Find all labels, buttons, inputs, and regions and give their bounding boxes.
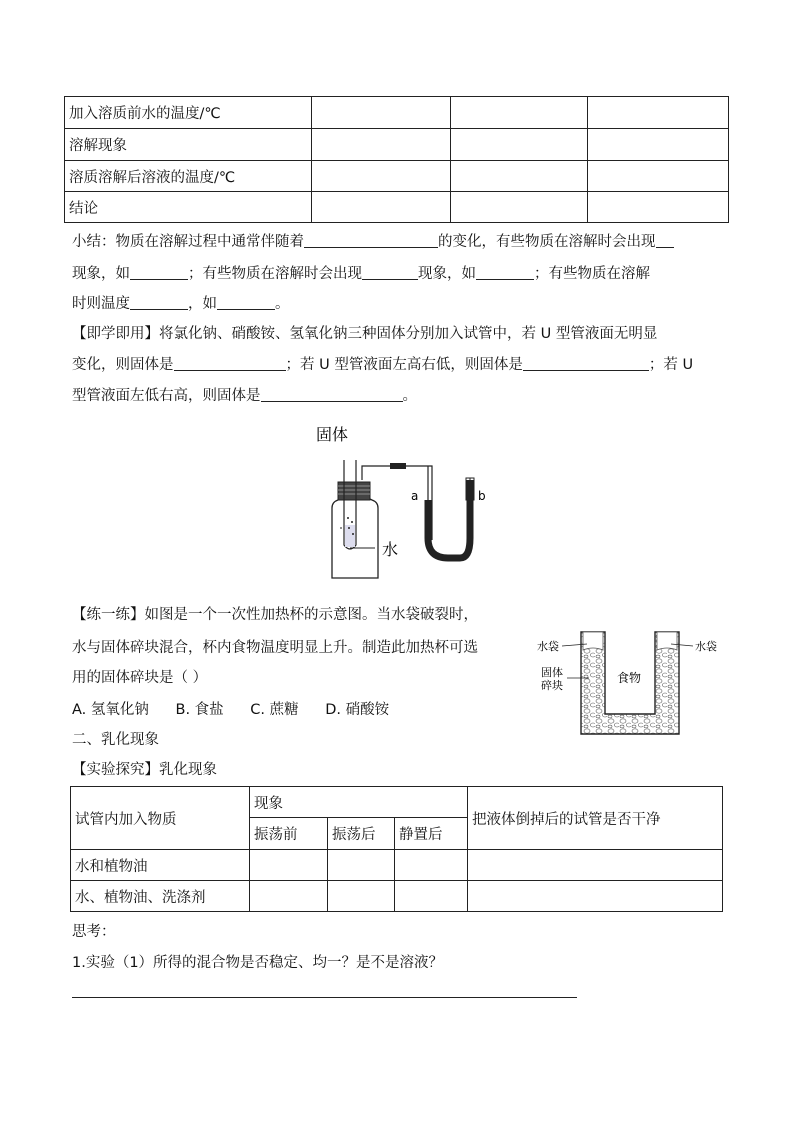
practice-options	[72, 700, 411, 720]
answer-blank[interactable]	[130, 294, 188, 310]
table-cell[interactable]	[312, 129, 451, 161]
table-cell[interactable]	[468, 881, 723, 912]
apply-line-3: 型管液面左低右高，则固体是 。	[72, 388, 417, 404]
option-b[interactable]: B. 食盐	[175, 702, 224, 718]
label-a: a	[411, 489, 419, 503]
option-a[interactable]: A. 氢氧化钠	[72, 702, 149, 718]
table-row-label: 溶质溶解后溶液的温度/℃	[65, 161, 312, 192]
label-food: 食物	[617, 671, 642, 685]
table-cell[interactable]	[250, 881, 328, 912]
u-tube-apparatus-figure	[310, 420, 520, 585]
table-row-label: 结论	[65, 192, 312, 223]
section-heading: 二、乳化现象	[72, 732, 159, 748]
table-cell[interactable]	[328, 850, 395, 881]
answer-blank[interactable]	[656, 232, 674, 248]
summary-line-2: 现象，如 ；有些物质在溶解时会出现 现象，如 ；有些物质在溶解	[72, 266, 650, 282]
table-cell[interactable]	[312, 161, 451, 192]
table-cell[interactable]	[312, 192, 451, 223]
table-row-label: 水和植物油	[71, 850, 250, 881]
table-cell[interactable]	[395, 881, 468, 912]
header-clean: 把液体倒掉后的试管是否干净	[468, 787, 723, 850]
table-cell[interactable]	[250, 850, 328, 881]
emulsion-table	[70, 786, 723, 912]
think-label: 思考：	[72, 924, 116, 940]
table-cell[interactable]	[588, 129, 729, 161]
header-phenomenon: 现象	[250, 787, 468, 818]
table-row-label: 加入溶质前水的温度/℃	[65, 97, 312, 129]
label-b: b	[478, 489, 486, 503]
header-after: 振荡后	[328, 818, 395, 850]
header-rest: 静置后	[395, 818, 468, 850]
label-solid: 固体	[316, 425, 349, 444]
label-solid-blocks: 固体	[541, 666, 563, 679]
apply-line-1: 【即学即用】将氯化钠、硝酸铵、氢氧化钠三种固体分别加入试管中，若 U 型管液面无明显	[72, 326, 658, 342]
answer-blank[interactable]	[261, 386, 403, 402]
answer-blank[interactable]	[174, 355, 286, 371]
table-cell[interactable]	[588, 97, 729, 129]
table-cell[interactable]	[312, 97, 451, 129]
answer-blank[interactable]	[523, 355, 649, 371]
practice-line-1: 【练一练】如图是一个一次性加热杯的示意图。当水袋破裂时，	[72, 607, 478, 623]
think-question-1: 1.实验（1）所得的混合物是否稳定、均一？是不是溶液？	[72, 955, 444, 971]
answer-blank[interactable]	[476, 264, 534, 280]
answer-blank[interactable]	[130, 264, 188, 280]
summary-line-1: 小结：物质在溶解过程中通常伴随着 的变化，有些物质在溶解时会出现	[72, 232, 674, 252]
label-bag-left: 水袋	[537, 640, 559, 653]
practice-line-2: 水与固体碎块混合，杯内食物温度明显上升。制造此加热杯可选	[72, 640, 478, 656]
label-bag-right: 水袋	[695, 640, 717, 653]
table-cell[interactable]	[588, 192, 729, 223]
table-cell[interactable]	[395, 850, 468, 881]
dissolution-table	[64, 96, 729, 223]
table-cell[interactable]	[451, 129, 588, 161]
table-cell[interactable]	[328, 881, 395, 912]
option-c[interactable]: C. 蔗糖	[250, 702, 299, 718]
table-cell[interactable]	[451, 192, 588, 223]
practice-line-3: 用的固体碎块是（ ）	[72, 670, 208, 686]
answer-blank[interactable]	[362, 264, 418, 280]
answer-blank[interactable]	[304, 232, 438, 248]
heating-cup-figure	[535, 628, 725, 740]
experiment-heading: 【实验探究】乳化现象	[72, 762, 217, 778]
header-before: 振荡前	[250, 818, 328, 850]
table-cell[interactable]	[451, 161, 588, 192]
table-cell[interactable]	[588, 161, 729, 192]
header-substance: 试管内加入物质	[71, 787, 250, 850]
table-cell[interactable]	[468, 850, 723, 881]
table-cell[interactable]	[451, 97, 588, 129]
answer-line[interactable]	[72, 997, 577, 998]
table-row-label: 溶解现象	[65, 129, 312, 161]
summary-line-3: 时则温度 ，如 。	[72, 296, 290, 312]
option-d[interactable]: D. 硝酸铵	[325, 702, 390, 718]
label-blocks: 碎块	[541, 679, 563, 692]
apply-line-2: 变化，则固体是 ；若 U 型管液面左高右低，则固体是 ；若 U	[72, 357, 694, 373]
table-row-label: 水、植物油、洗涤剂	[71, 881, 250, 912]
label-water: 水	[382, 540, 399, 559]
answer-blank[interactable]	[217, 294, 275, 310]
